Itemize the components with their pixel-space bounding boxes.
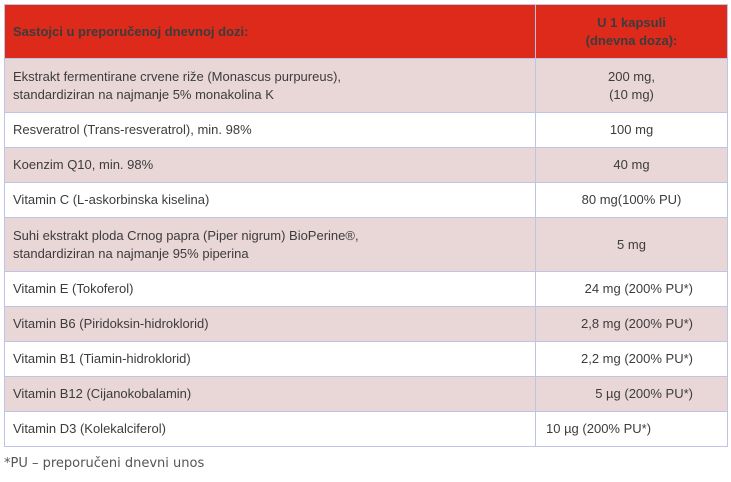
ingredient-name: Vitamin D3 (Kolekalciferol) [5, 412, 536, 447]
ingredient-amount: 10 µg (200% PU*) [536, 412, 728, 447]
ingredient-amount: 2,8 mg (200% PU*) [536, 307, 728, 342]
table-row [5, 272, 728, 307]
table-row [5, 307, 728, 342]
amount-header-line-2: (dnevna doza): [585, 32, 678, 48]
ingredient-name [5, 218, 536, 272]
table-row [5, 148, 728, 183]
ingredient-name-line-1: Ekstrakt fermentirane crvene riže (Monascus purpureus), [13, 68, 342, 84]
amount-header-line-1: U 1 kapsuli [597, 14, 666, 30]
ingredient-name: Vitamin C (L-askorbinska kiselina) [5, 183, 536, 218]
ingredient-amount: 5 mg [536, 218, 728, 272]
ingredient-amount: 100 mg [536, 113, 728, 148]
supplement-facts-table [4, 4, 728, 447]
ingredient-name: Vitamin E (Tokoferol) [5, 272, 536, 307]
table-row [5, 412, 728, 447]
ingredient-name: Vitamin B12 (Cijanokobalamin) [5, 377, 536, 412]
table-row [5, 377, 728, 412]
ingredient-amount: 5 µg (200% PU*) [536, 377, 728, 412]
table-row [5, 113, 728, 148]
table-header-row [5, 5, 728, 59]
ingredient-name: Vitamin B6 (Piridoksin-hidroklorid) [5, 307, 536, 342]
ingredient-amount: 24 mg (200% PU*) [536, 272, 728, 307]
ingredient-amount: 80 mg(100% PU) [536, 183, 728, 218]
table-row [5, 59, 728, 113]
ingredient-amount: 2,2 mg (200% PU*) [536, 342, 728, 377]
ingredient-name: Koenzim Q10, min. 98% [5, 148, 536, 183]
ingredient-amount [536, 59, 728, 113]
ingredient-name: Resveratrol (Trans-resveratrol), min. 98% [5, 113, 536, 148]
ingredient-amount: 40 mg [536, 148, 728, 183]
ingredient-name [5, 59, 536, 113]
ingredient-name-line-2: standardiziran na najmanje 95% piperina [13, 245, 249, 261]
ingredient-name-line-2: standardiziran na najmanje 5% monakolina K [13, 86, 274, 102]
ingredients-column-header: Sastojci u preporučenoj dnevnoj dozi: [5, 5, 536, 59]
ingredient-name-line-1: Suhi ekstrakt ploda Crnog papra (Piper nigrum) BioPerine®, [13, 227, 359, 243]
footnote: *PU – preporučeni dnevni unos [4, 456, 205, 471]
table-row [5, 183, 728, 218]
table-row [5, 218, 728, 272]
ingredient-name: Vitamin B1 (Tiamin-hidroklorid) [5, 342, 536, 377]
table-row [5, 342, 728, 377]
amount-column-header [536, 5, 728, 59]
ingredient-amount-line-1: 200 mg, [608, 68, 655, 84]
ingredient-amount-line-2: (10 mg) [609, 86, 654, 102]
